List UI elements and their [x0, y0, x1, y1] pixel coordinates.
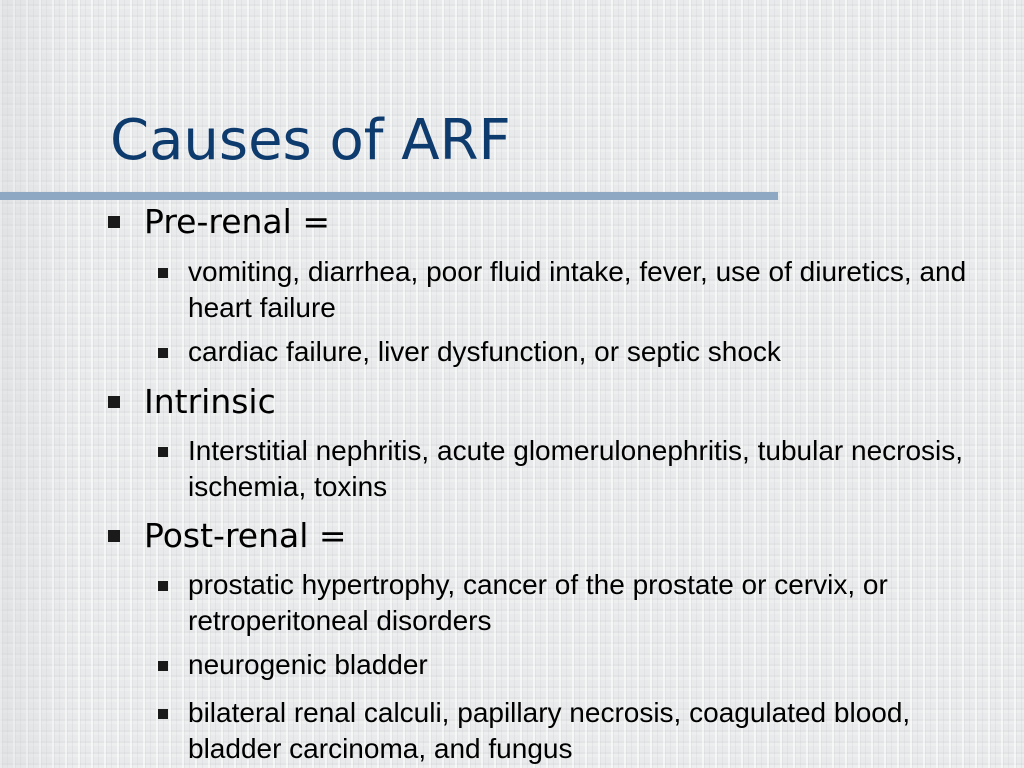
- square-bullet-icon: [158, 447, 168, 457]
- bullet-label: Pre-renal =: [144, 202, 330, 241]
- square-bullet-icon: [108, 216, 120, 228]
- slide-title: Causes of ARF: [110, 108, 511, 173]
- square-bullet-icon: [158, 709, 168, 719]
- bullet-intrinsic: [144, 383, 276, 421]
- sub-bullet-intrinsic-1: [188, 433, 998, 505]
- title-underline: [0, 192, 778, 200]
- sub-bullet-text: bilateral renal calculi, papillary necrosis, coagulated blood, bladder carcinoma, and fungus: [188, 697, 911, 764]
- sub-bullet-text: vomiting, diarrhea, poor fluid intake, fever, use of diuretics, and heart failure: [188, 256, 967, 323]
- square-bullet-icon: [108, 530, 120, 542]
- square-bullet-icon: [158, 348, 168, 358]
- sub-bullet-text: prostatic hypertrophy, cancer of the prostate or cervix, or retroperitoneal disorders: [188, 569, 888, 636]
- bullet-label: Intrinsic: [144, 382, 276, 421]
- background-stripe: [0, 0, 76, 768]
- sub-bullet-text: cardiac failure, liver dysfunction, or septic shock: [188, 336, 781, 367]
- square-bullet-icon: [158, 661, 168, 671]
- square-bullet-icon: [158, 581, 168, 591]
- sub-bullet-pre-renal-1: [188, 254, 998, 326]
- sub-bullet-text: neurogenic bladder: [188, 649, 428, 680]
- bullet-pre-renal: [144, 203, 330, 241]
- bullet-post-renal: [144, 517, 347, 555]
- sub-bullet-post-renal-1: [188, 567, 998, 639]
- sub-bullet-post-renal-3: [188, 695, 998, 767]
- bullet-label: Post-renal =: [144, 516, 347, 555]
- square-bullet-icon: [108, 396, 120, 408]
- sub-bullet-pre-renal-2: [188, 334, 998, 370]
- sub-bullet-post-renal-2: [188, 647, 998, 683]
- sub-bullet-text: Interstitial nephritis, acute glomerulonephritis, tubular necrosis, ischemia, toxins: [188, 435, 964, 502]
- square-bullet-icon: [158, 268, 168, 278]
